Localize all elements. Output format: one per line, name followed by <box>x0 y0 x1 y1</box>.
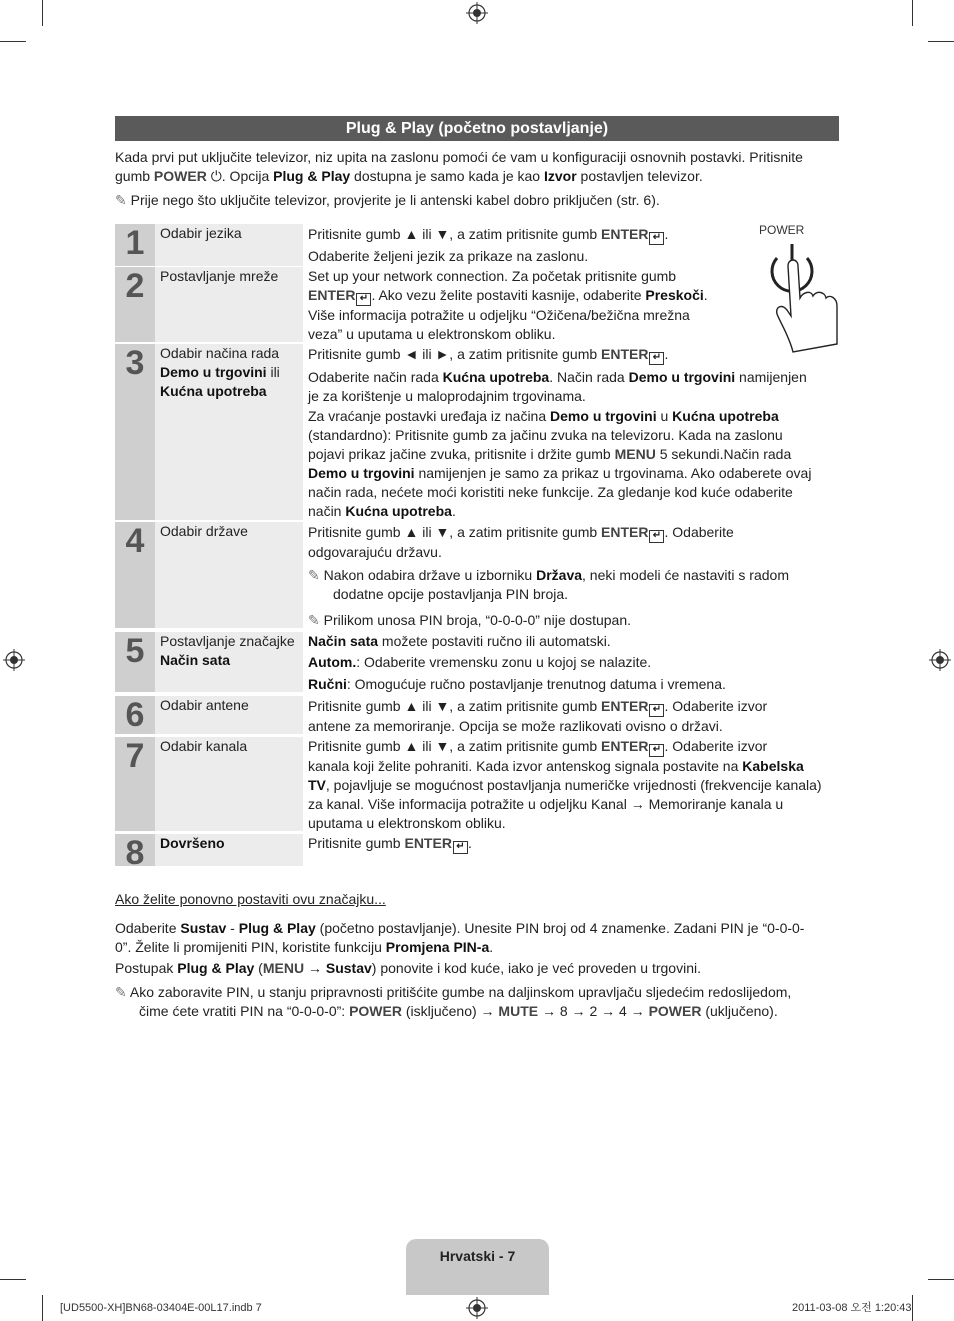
step-description: Pritisnite gumb ▲ ili ▼, a zatim pritisnite gumb ENTER ↵ . Odaberite odgovarajuću državu. ✎ Nakon odabira države u izborniku Država, neki modeli će nastaviti s radom dodatne opcije postavljanja PIN broja. ✎ Prilikom unosa PIN broja, “0-0-0-0” nije dostupan. <box>308 524 789 628</box>
note-pencil-icon: ✎ <box>115 192 127 208</box>
step-number: 8 <box>115 834 155 866</box>
step-name: Postavljanje značajke Način sata <box>155 632 303 692</box>
enter-icon: ↵ <box>649 232 664 245</box>
note-pencil-icon: ✎ <box>115 984 127 1000</box>
crop-mark <box>42 1295 43 1321</box>
registration-mark-icon <box>3 649 25 671</box>
step-name: Odabir antene <box>155 696 303 734</box>
step-name: Dovršeno <box>155 834 303 866</box>
step-number: 4 <box>115 522 155 628</box>
enter-icon: ↵ <box>649 530 664 543</box>
power-icon: ⏻ <box>206 168 222 184</box>
step-name: Odabir jezika <box>155 224 303 266</box>
crop-mark <box>0 1279 26 1280</box>
enter-icon: ↵ <box>356 293 371 306</box>
step-number: 5 <box>115 632 155 692</box>
footer-timestamp: 2011-03-08 오전 1:20:43 <box>792 1302 912 1314</box>
reset-section: Ako želite ponovno postaviti ovu značajku... Odaberite Sustav - Plug & Play (početno postavljanje). Unesite PIN broj od 4 znamenke. Zadani PIN je “0-0-0- 0”. Želite li promijeniti PIN, koristite funkciju Promjena PIN-a. Postupak Plug & Play (MENU → Sustav) ponovite i kod kuće, iako je već proveden u trgovini. ✎ Ako zaboravite PIN, u stanju pripravnosti pritišćite gumbe na daljinskom upravljaču sljedećim redoslijedom, čime ćete vratiti PIN na “0-0-0-0”: POWER (isključeno) → MUTE → 8 → 2 → 4 → POWER (uključeno). <box>115 890 840 1021</box>
registration-mark-icon <box>466 2 488 24</box>
step-number: 7 <box>115 737 155 831</box>
crop-mark <box>912 1295 913 1321</box>
page-number-tab: Hrvatski - 7 <box>406 1239 549 1295</box>
enter-icon: ↵ <box>649 352 664 365</box>
registration-mark-icon <box>466 1297 488 1319</box>
crop-mark <box>928 1279 954 1280</box>
step-number: 3 <box>115 344 155 520</box>
note-pencil-icon: ✎ <box>308 567 320 583</box>
step-number: 2 <box>115 267 155 342</box>
step-description: Način sata možete postaviti ručno ili automatski. Autom.: Odaberite vremensku zonu u kojoj se nalazite. Ručni: Omogućuje ručno postavljanje trenutnog datuma i vremena. <box>308 633 726 692</box>
reset-heading: Ako želite ponovno postaviti ovu značajku... <box>115 891 386 907</box>
enter-icon: ↵ <box>649 744 664 757</box>
crop-mark <box>0 41 26 42</box>
step-description: Pritisnite gumb ENTER ↵ . <box>308 835 472 852</box>
step-name: Odabir kanala <box>155 737 303 831</box>
section-title: Plug & Play (početno postavljanje) <box>115 116 839 141</box>
enter-icon: ↵ <box>649 704 664 717</box>
step-description: Pritisnite gumb ▲ ili ▼, a zatim pritisnite gumb ENTER ↵ . Odaberite izvor kanala koji želite pohraniti. Kada izvor antenskog signala postavite na Kabelska TV, pojavljuje se mogućnost postavljanja numeričke vrijednosti (frekvencije kanala) za kanal. Više informacija potražite u odjeljku Kanal → Memoriranje kanala u uputama u elektronskom obliku. <box>308 738 822 831</box>
crop-mark <box>928 41 954 42</box>
enter-icon: ↵ <box>453 841 468 854</box>
step-name: Odabir načina rada Demo u trgovini ili Kućna upotreba <box>155 344 303 520</box>
note-pencil-icon: ✎ <box>308 612 320 628</box>
crop-mark <box>42 0 43 26</box>
footer-file-info: [UD5500-XH]BN68-03404E-00L17.indb 7 <box>60 1302 262 1314</box>
step-number: 1 <box>115 224 155 266</box>
registration-mark-icon <box>929 649 951 671</box>
step-name: Postavljanje mreže <box>155 267 303 342</box>
step-description: Pritisnite gumb ▲ ili ▼, a zatim pritisnite gumb ENTER ↵ . Odaberite željeni jezik za prikaze na zaslonu. <box>308 226 669 264</box>
step-description: Pritisnite gumb ▲ ili ▼, a zatim pritisnite gumb ENTER ↵ . Odaberite izvor antene za memoriranje. Opcija se može razlikovati ovisno o državi. <box>308 698 768 734</box>
step-name: Odabir države <box>155 522 303 628</box>
step-description: Pritisnite gumb ◄ ili ►, a zatim pritisnite gumb ENTER ↵ . Odaberite način rada Kućna upotreba. Način rada Demo u trgovini namijenjen je za korištenje u maloprodajnim trgovinama. Za vraćanje postavki uređaja iz načina Demo u trgovini u Kućna upotreba (standardno): Pritisnite gumb za jačinu zvuka na televizoru. Kada na zaslonu pojavi prikaz jačine zvuka, pritisnite i držite gumb MENU 5 sekundi.Način rada Demo u trgovini namijenjen je samo za prikaz u trgovinama. Ako odaberete ovaj način rada, nećete moći koristiti neke funkcije. Za gledanje kod kuće odaberite način Kućna upotreba. <box>308 346 812 519</box>
step-description: Set up your network connection. Za početak pritisnite gumb ENTER ↵ . Ako vezu želite postaviti kasnije, odaberite Preskoči. Više informacija potražite u odjeljku “Ožičena/bežična mrežna veza” u uputama u elektronskom obliku. <box>308 268 708 342</box>
power-label: POWER <box>759 223 805 237</box>
crop-mark <box>912 0 913 26</box>
step-number: 6 <box>115 696 155 734</box>
intro-text: Kada prvi put uključite televizor, niz upita na zaslonu pomoći će vam u konfiguraciji osnovnih postavki. Pritisnite gumb POWER ⏻. Opcija Plug & Play dostupna je samo kada je kao Izvor postavljen televizor. ✎ Prije nego što uključite televizor, provjerite je li antenski kabel dobro priključen (str. 6). <box>115 149 803 208</box>
